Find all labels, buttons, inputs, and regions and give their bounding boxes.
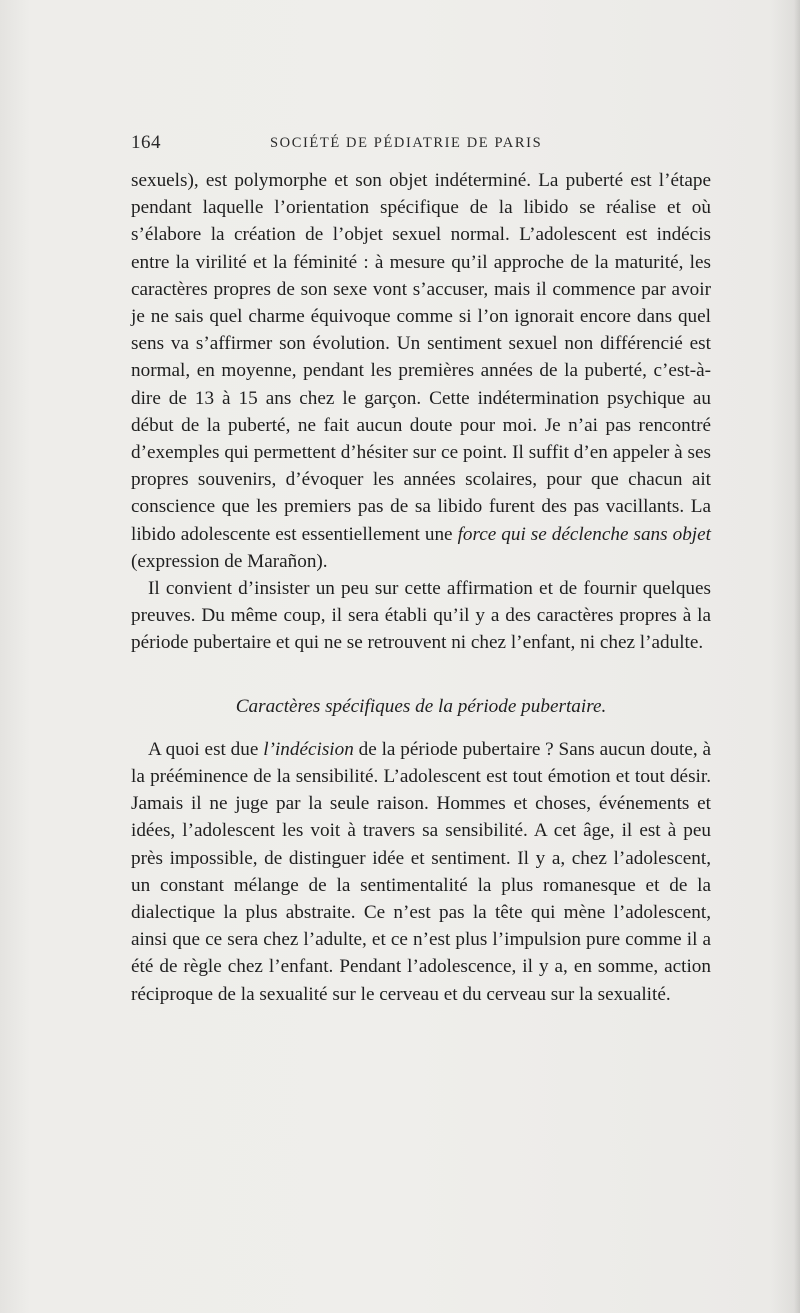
paragraph-1-text-b: (expression de Marañon). [131,550,328,572]
paragraph-1-italic: force qui se déclenche sans objet [457,523,711,545]
page-number: 164 [131,132,161,153]
paragraph-3-italic: l’indécision [263,738,354,760]
paragraph-2: Il convient d’insister un peu sur cette affirmation et de fournir quelques preuves. Du même coup, il sera établi qu’il y a des caractères propres à la période pubertaire et qui ne se retrouvent ni chez l’enfant, ni chez l’adulte. [131,578,711,654]
paragraph-3-text-b: de la période pubertaire ? Sans aucun doute, à la prééminence de la sensibilité. L’adolescent est tout émotion et tout désir. Jamais il ne juge par la seule raison. Hommes et choses, événements et idées, l’adolescent les voit à travers sa sensibilité. A cet âge, il est à peu près impossible, de distinguer idée et sentiment. Il y a, chez l’adolescent, un constant mélange de la sentimentalité la plus romanesque et de la dialectique la plus abstraite. Ce n’est pas la tête qui mène l’adolescent, ainsi que ce sera chez l’adulte, et ce n’est plus l’impulsion pure comme il a été de règle chez l’enfant. Pendant l’adolescence, il y a, en somme, action réciproque de la sexualité sur le cerveau et du cerveau sur la sexualité. [131,738,711,1005]
page-edge-shadow [794,0,800,1313]
page-header [131,132,711,156]
paragraph-3 [131,736,711,1008]
paragraph-1-text-a: sexuels), est polymorphe et son objet indéterminé. La puberté est l’étape pendant laquelle l’orientation spécifique de la libido se réalise et où s’élabore la création de l’objet sexuel normal. L’adolescent est indécis entre la virilité et la féminité : à mesure qu’il approche de la maturité, les caractères propres de son sexe vont s’accuser, mais il commence par avoir je ne sais quel charme équivoque comme si l’on ignorait encore dans quel sens va s’affirmer son évolution. Un sentiment sexuel non différencié est normal, en moyenne, pendant les premières années de la puberté, c’est-à-dire de 13 à 15 ans chez le garçon. Cette indétermination psychique au début de la puberté, ne fait aucun doute pour moi. Je n’ai pas rencontré d’exemples qui permettent d’hésiter sur ce point. Il suffit d’en appeler à ses propres souvenirs, d’évoquer les années scolaires, pour que chacun ait conscience que les premiers pas de sa libido furent des pas vacillants. La libido adolescente est essentiellement une [131,170,711,545]
body-text [131,167,711,1008]
paragraph-1 [131,167,711,575]
running-head: SOCIÉTÉ DE PÉDIATRIE DE PARIS [270,135,543,151]
paragraph-3-text-a: A quoi est due [148,738,264,760]
section-heading: Caractères spécifiques de la période pubertaire. [235,695,607,717]
